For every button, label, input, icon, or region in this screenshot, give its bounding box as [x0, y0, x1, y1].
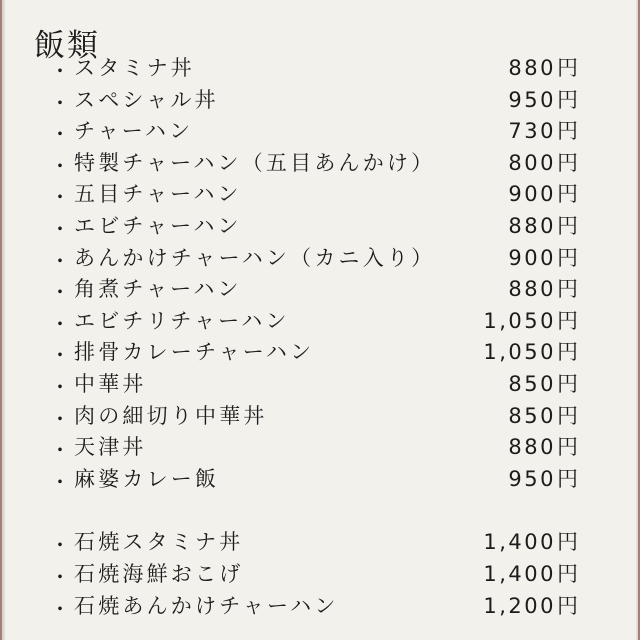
bullet: ・: [50, 374, 70, 399]
page-title: 飯類: [34, 27, 100, 64]
menu-item-price: 850: [508, 403, 556, 428]
bullet: ・: [50, 311, 70, 336]
currency-label: 円: [557, 56, 578, 80]
menu-item-price: 880: [508, 435, 556, 460]
currency-label: 円: [557, 150, 578, 175]
currency-label: 円: [557, 530, 578, 555]
menu-list: [0, 52, 640, 621]
menu-item: [0, 178, 640, 210]
menu-item: [0, 84, 640, 116]
currency-label: 円: [557, 403, 578, 428]
bullet: ・: [50, 564, 70, 589]
menu-item-name: スタミナ丼: [74, 56, 195, 80]
menu-item-name: 角煮チャーハン: [74, 277, 242, 302]
menu-item-name: 肉の細切り中華丼: [74, 403, 268, 428]
menu-item-price: 900: [508, 182, 556, 207]
menu-item-name: 五目チャーハン: [74, 182, 242, 207]
menu-item-price: 900: [508, 245, 556, 270]
menu-item-price: 850: [508, 371, 556, 396]
bullet: ・: [50, 153, 70, 178]
bullet: ・: [50, 248, 70, 273]
bullet: ・: [50, 406, 70, 431]
menu-item: [0, 400, 640, 432]
bullet: ・: [50, 596, 70, 621]
menu-item-name: 特製チャーハン（五目あんかけ）: [74, 150, 436, 175]
bullet: ・: [50, 469, 70, 494]
menu-item-name: 排骨カレーチャーハン: [74, 340, 315, 365]
currency-label: 円: [557, 561, 578, 586]
menu-item: [0, 463, 640, 495]
menu-item: [0, 147, 640, 179]
menu-item: [0, 431, 640, 463]
bullet: ・: [50, 533, 70, 558]
currency-label: 円: [557, 182, 578, 207]
menu-item-name: 石焼海鮮おこげ: [74, 561, 244, 586]
menu-item: [0, 305, 640, 337]
currency-label: 円: [557, 87, 578, 112]
bullet: ・: [50, 90, 70, 115]
menu-item-name: 石焼スタミナ丼: [74, 530, 244, 555]
bullet: ・: [50, 438, 70, 463]
menu-item-price: 880: [508, 213, 556, 238]
menu-item: [0, 115, 640, 147]
currency-label: 円: [557, 435, 578, 460]
menu-item-price: 880: [508, 277, 556, 302]
menu-item-price: 1,050: [483, 308, 556, 333]
currency-label: 円: [557, 277, 578, 302]
menu-item-price: 1,400: [483, 561, 556, 586]
menu-item: [0, 368, 640, 400]
currency-label: 円: [557, 119, 578, 144]
menu-item-name: エビチリチャーハン: [74, 308, 290, 333]
menu-item-name: 天津丼: [74, 435, 147, 460]
menu-item-name: チャーハン: [74, 119, 194, 144]
bullet: ・: [50, 216, 70, 241]
bullet: ・: [50, 122, 70, 147]
menu-item-name: 中華丼: [74, 371, 147, 396]
menu-item-price: 950: [508, 87, 556, 112]
currency-label: 円: [557, 308, 578, 333]
menu-item-price: 1,050: [483, 340, 556, 365]
menu-item-price: 1,200: [483, 593, 556, 618]
menu-item-name: 石焼あんかけチャーハン: [74, 593, 339, 618]
menu-item-name: あんかけチャーハン（カニ入り）: [74, 245, 436, 270]
currency-label: 円: [557, 340, 578, 365]
menu-item: [0, 336, 640, 368]
menu-item-price: 800: [508, 150, 556, 175]
menu-item-name: 麻婆カレー飯: [74, 466, 220, 491]
menu-item-price: 1,400: [483, 530, 556, 555]
menu-item: [0, 242, 640, 274]
menu-item: [0, 52, 640, 84]
menu-item: [0, 273, 640, 305]
menu-item-name: スペシャル丼: [74, 87, 219, 112]
menu-item: [0, 590, 640, 622]
currency-label: 円: [557, 593, 578, 618]
bullet: ・: [50, 280, 70, 305]
menu-item: [0, 210, 640, 242]
menu-item-name: エビチャーハン: [74, 213, 242, 238]
menu-item-price: 950: [508, 466, 556, 491]
menu-item-price: 730: [508, 119, 556, 144]
currency-label: 円: [557, 466, 578, 491]
bullet: ・: [50, 185, 70, 210]
bullet: ・: [50, 59, 70, 83]
currency-label: 円: [557, 213, 578, 238]
menu-item-price: 880: [508, 56, 556, 80]
bullet: ・: [50, 343, 70, 368]
currency-label: 円: [557, 371, 578, 396]
currency-label: 円: [557, 245, 578, 270]
menu-item: [0, 558, 640, 590]
menu-item: [0, 526, 640, 558]
